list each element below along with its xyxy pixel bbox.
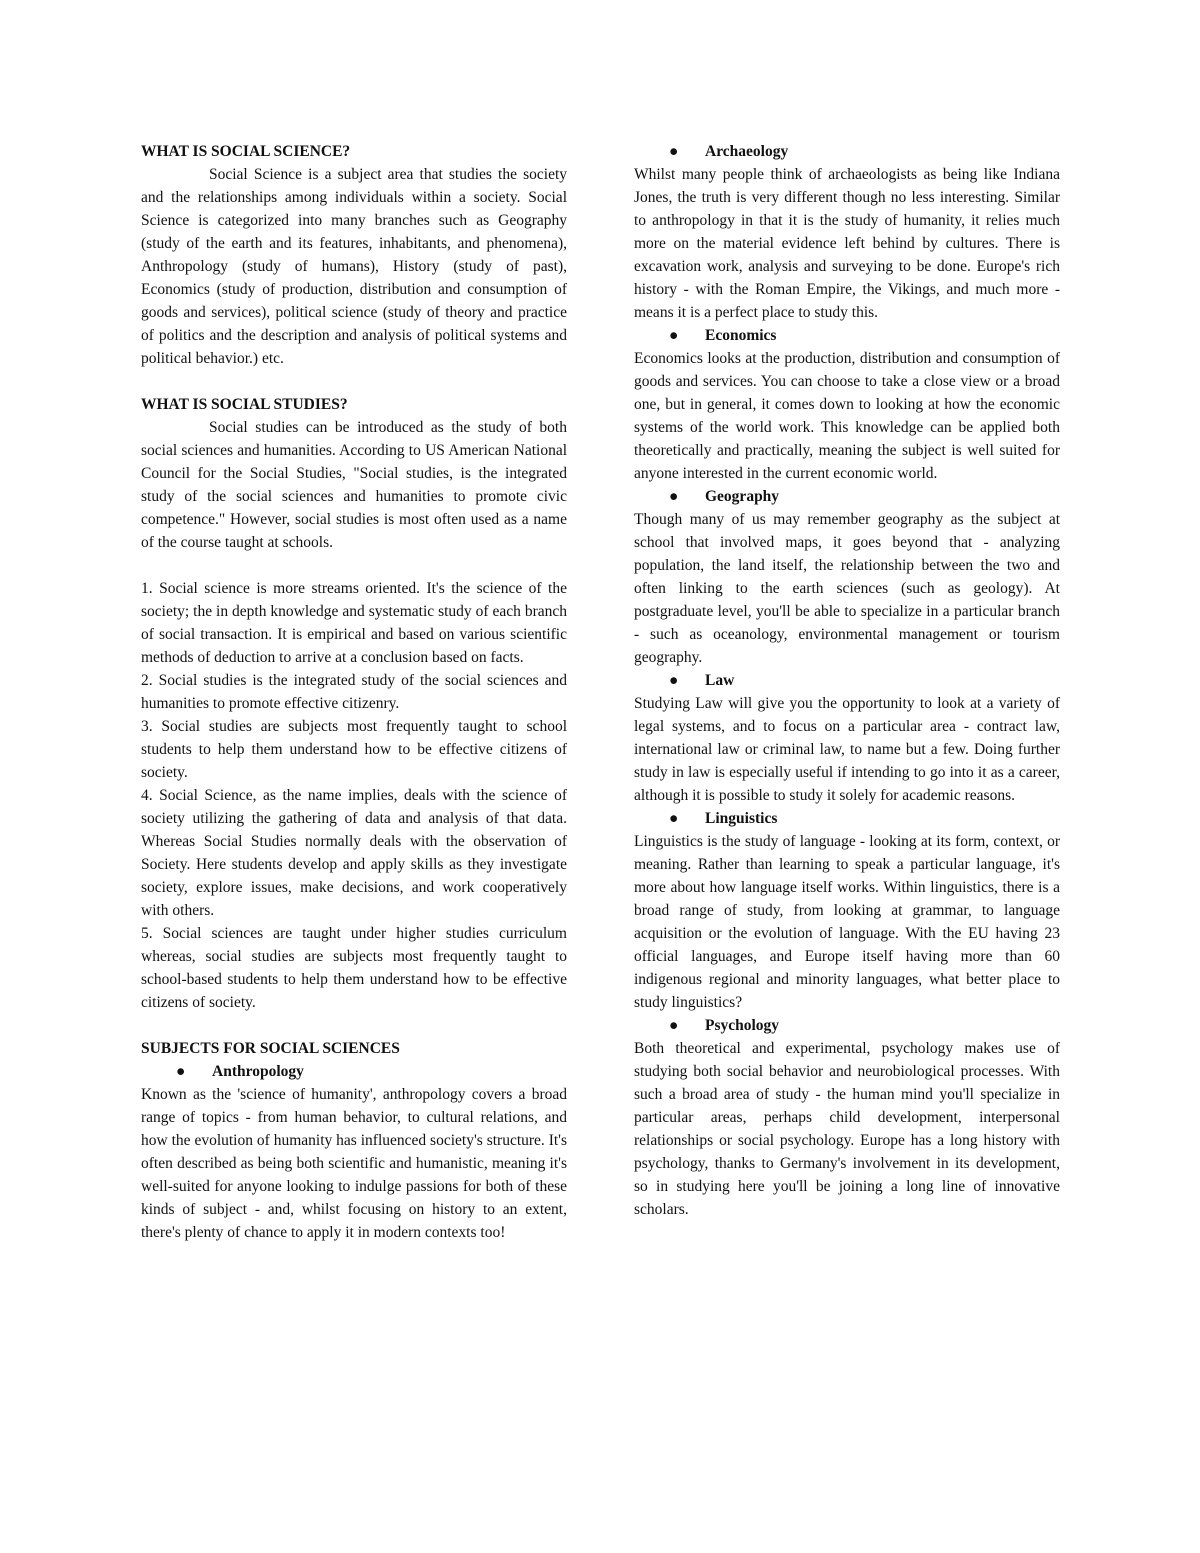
bullet-icon: ● bbox=[669, 143, 679, 160]
subject-title-linguistics: ● Linguistics bbox=[634, 807, 1060, 830]
difference-item: 3. Social studies are subjects most frequently taught to school students to help them understand how to be effective citizens of society. bbox=[141, 718, 567, 781]
difference-item: 1. Social science is more streams oriented. It's the science of the society; the in depth knowledge and systematic study of each branch of social transaction. It is empirical and based on various scientific methods of deduction to arrive at a conclusion based on facts. bbox=[141, 580, 567, 666]
bullet-icon: ● bbox=[669, 672, 679, 689]
subjects-heading: SUBJECTS FOR SOCIAL SCIENCES bbox=[141, 1040, 400, 1057]
subject-title-psychology: ● Psychology bbox=[634, 1014, 1060, 1037]
subject-title-archaeology: ● Archaeology bbox=[634, 140, 1060, 163]
bullet-icon: ● bbox=[669, 327, 679, 344]
subject-body-anthropology: Known as the 'science of humanity', anthropology covers a broad range of topics - from human behavior, to cultural relations, and how the evolution of humanity has influenced society's structure. It's often described as being both scientific and humanistic, meaning it's well-suited for anyone looking to indulge passions for both of these kinds of subject - and, whilst focusing on history to an extent, there's plenty of chance to apply it in modern contexts too! bbox=[141, 1086, 567, 1241]
right-column bbox=[634, 140, 1060, 1221]
subject-body-psychology: Both theoretical and experimental, psychology makes use of studying both social behavior and neurobiological processes. With such a broad area of study - the human mind you'll specialize in particular areas, perhaps child development, interpersonal relationships or social psychology. Europe has a long history with psychology, thanks to Germany's involvement in its development, so in studying here you'll be joining a long line of innovative scholars. bbox=[634, 1040, 1060, 1218]
left-column bbox=[141, 140, 567, 1244]
difference-item: 4. Social Science, as the name implies, deals with the science of society utilizing the gathering of data and analysis of that data. Whereas Social Studies normally deals with the observation of Society. Here students develop and apply skills as they investigate society, explore issues, make decisions, and work cooperatively with others. bbox=[141, 787, 567, 919]
difference-item: 2. Social studies is the integrated study of the social sciences and humanities to promote effective citizenry. bbox=[141, 672, 567, 712]
subject-body-archaeology: Whilst many people think of archaeologists as being like Indiana Jones, the truth is very different though no less interesting. Similar to anthropology in that it is the study of humanity, it relies much more on the material evidence left behind by cultures. There is excavation work, analysis and surveying to be done. Europe's rich history - with the Roman Empire, the Vikings, and much more - means it is a perfect place to study this. bbox=[634, 166, 1060, 321]
bullet-icon: ● bbox=[176, 1063, 186, 1080]
subject-title-anthropology: ● Anthropology bbox=[141, 1060, 567, 1083]
social-science-heading: WHAT IS SOCIAL SCIENCE? bbox=[141, 143, 351, 160]
difference-item: 5. Social sciences are taught under higher studies curriculum whereas, social studies are subjects most frequently taught to school-based students to help them understand how to be effective citizens of society. bbox=[141, 925, 567, 1011]
social-studies-body: Social studies can be introduced as the study of both social sciences and humanities. According to US American National Council for the Social Studies, "Social studies, is the integrated study of the social sciences and humanities to promote civic competence." However, social studies is most often used as a name of the course taught at schools. bbox=[141, 419, 567, 551]
social-science-body: Social Science is a subject area that studies the society and the relationships among individuals within a society. Social Science is categorized into many branches such as Geography (study of the earth and its features, inhabitants, and phenomena), Anthropology (study of humans), History (study of past), Economics (study of production, distribution and consumption of goods and services), political science (study of theory and practice of politics and the description and analysis of political systems and political behavior.) etc. bbox=[141, 166, 567, 367]
bullet-icon: ● bbox=[669, 810, 679, 827]
subject-title-law: ● Law bbox=[634, 669, 1060, 692]
subject-title-economics: ● Economics bbox=[634, 324, 1060, 347]
bullet-icon: ● bbox=[669, 488, 679, 505]
subject-body-linguistics: Linguistics is the study of language - looking at its form, context, or meaning. Rather than learning to speak a particular language, it's more about how language itself works. Within linguistics, there is a broad range of study, from looking at grammar, to language acquisition or the evolution of language. With the EU having 23 official languages, and Europe itself having more than 60 indigenous regional and minority languages, what better place to study linguistics? bbox=[634, 833, 1060, 1011]
subject-title-geography: ● Geography bbox=[634, 485, 1060, 508]
subject-body-geography: Though many of us may remember geography as the subject at school that involved maps, it goes beyond that - analyzing population, the land itself, the relationship between the two and often linking to the earth sciences (such as geology). At postgraduate level, you'll be able to specialize in a particular branch - such as oceanology, environmental management or tourism geography. bbox=[634, 511, 1060, 666]
subject-body-economics: Economics looks at the production, distribution and consumption of goods and services. You can choose to take a close view or a broad one, but in general, it comes down to looking at how the economic systems of the world work. This knowledge can be applied both theoretically and practically, meaning the subject is well suited for anyone interested in the current economic world. bbox=[634, 350, 1060, 482]
subject-body-law: Studying Law will give you the opportunity to look at a variety of legal systems, and to focus on a particular area - contract law, international law or criminal law, to name but a few. Doing further study in law is especially useful if intending to go into it as a career, although it is possible to study it solely for academic reasons. bbox=[634, 695, 1060, 804]
social-studies-heading: WHAT IS SOCIAL STUDIES? bbox=[141, 396, 348, 413]
bullet-icon: ● bbox=[669, 1017, 679, 1034]
